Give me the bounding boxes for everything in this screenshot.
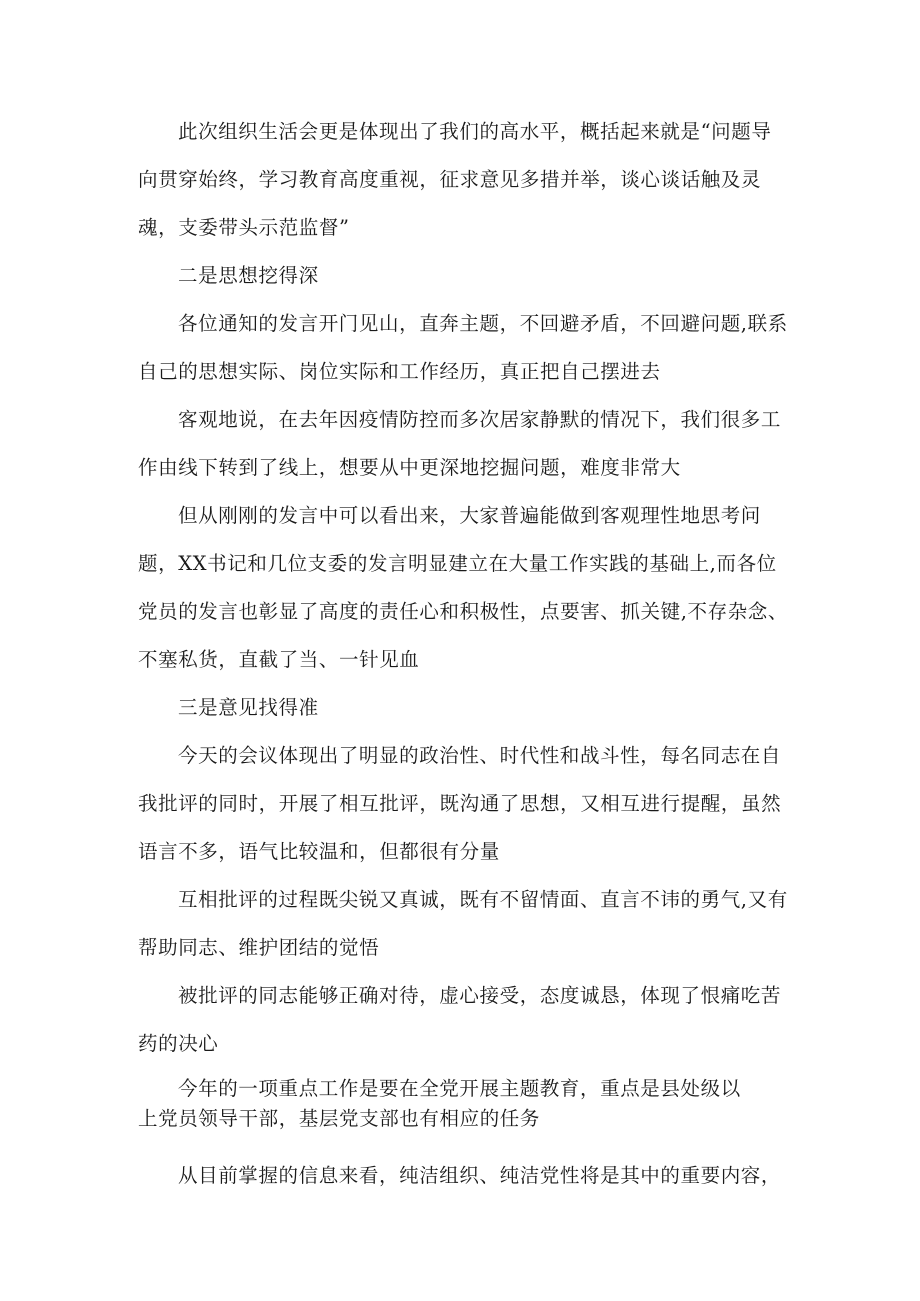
paragraph-2: 各位通知的发言开门见山，直奔主题，不回避矛盾，不回避问题,联系自己的思想实际、岗位实际和工作经历，真正把自己摆进去 [138, 312, 788, 383]
paragraph-9: 从目前掌握的信息来看，纯洁组织、纯洁党性将是其中的重要内容， [178, 1164, 782, 1187]
paragraph-6: 互相批评的过程既尖锐又真诚，既有不留情面、直言不讳的勇气,又有帮助同志、维护团结的觉悟 [138, 888, 788, 959]
paragraph-1: 此次组织生活会更是体现出了我们的高水平，概括起来就是“问题导向贯穿始终，学习教育高度重视，征求意见多措并举，谈心谈话触及灵魂，支委带头示范监督” [138, 120, 772, 239]
paragraph-8: 今年的一项重点工作是要在全党开展主题教育，重点是县处级以上党员领导干部，基层党支部也有相应的任务 [138, 1077, 741, 1130]
paragraph-5: 今天的会议体现出了明显的政治性、时代性和战斗性，每名同志在自我批评的同时，开展了相互批评，既沟通了思想，又相互进行提醒，虽然语言不多，语气比较温和，但都很有分量 [138, 744, 782, 863]
paragraph-3: 客观地说，在去年因疫情防控而多次居家静默的情况下，我们很多工作由线下转到了线上，想要从中更深地挖掘问题，难度非常大 [138, 408, 782, 479]
paragraph-7: 被批评的同志能够正确对待，虚心接受，态度诚恳，体现了恨痛吃苦药的决心 [138, 984, 782, 1055]
heading-section-3: 三是意见找得准 [178, 696, 319, 719]
paragraph-4: 但从刚刚的发言中可以看出来，大家普遍能做到客观理性地思考问题，XX书记和几位支委的发言明显建立在大量工作实践的基础上,而各位党员的发言也彰显了高度的责任心和积极性，点要害、抓关键,不存杂念、不塞私货，直截了当、一针见血 [138, 504, 788, 671]
heading-section-2: 二是思想挖得深 [178, 264, 319, 287]
